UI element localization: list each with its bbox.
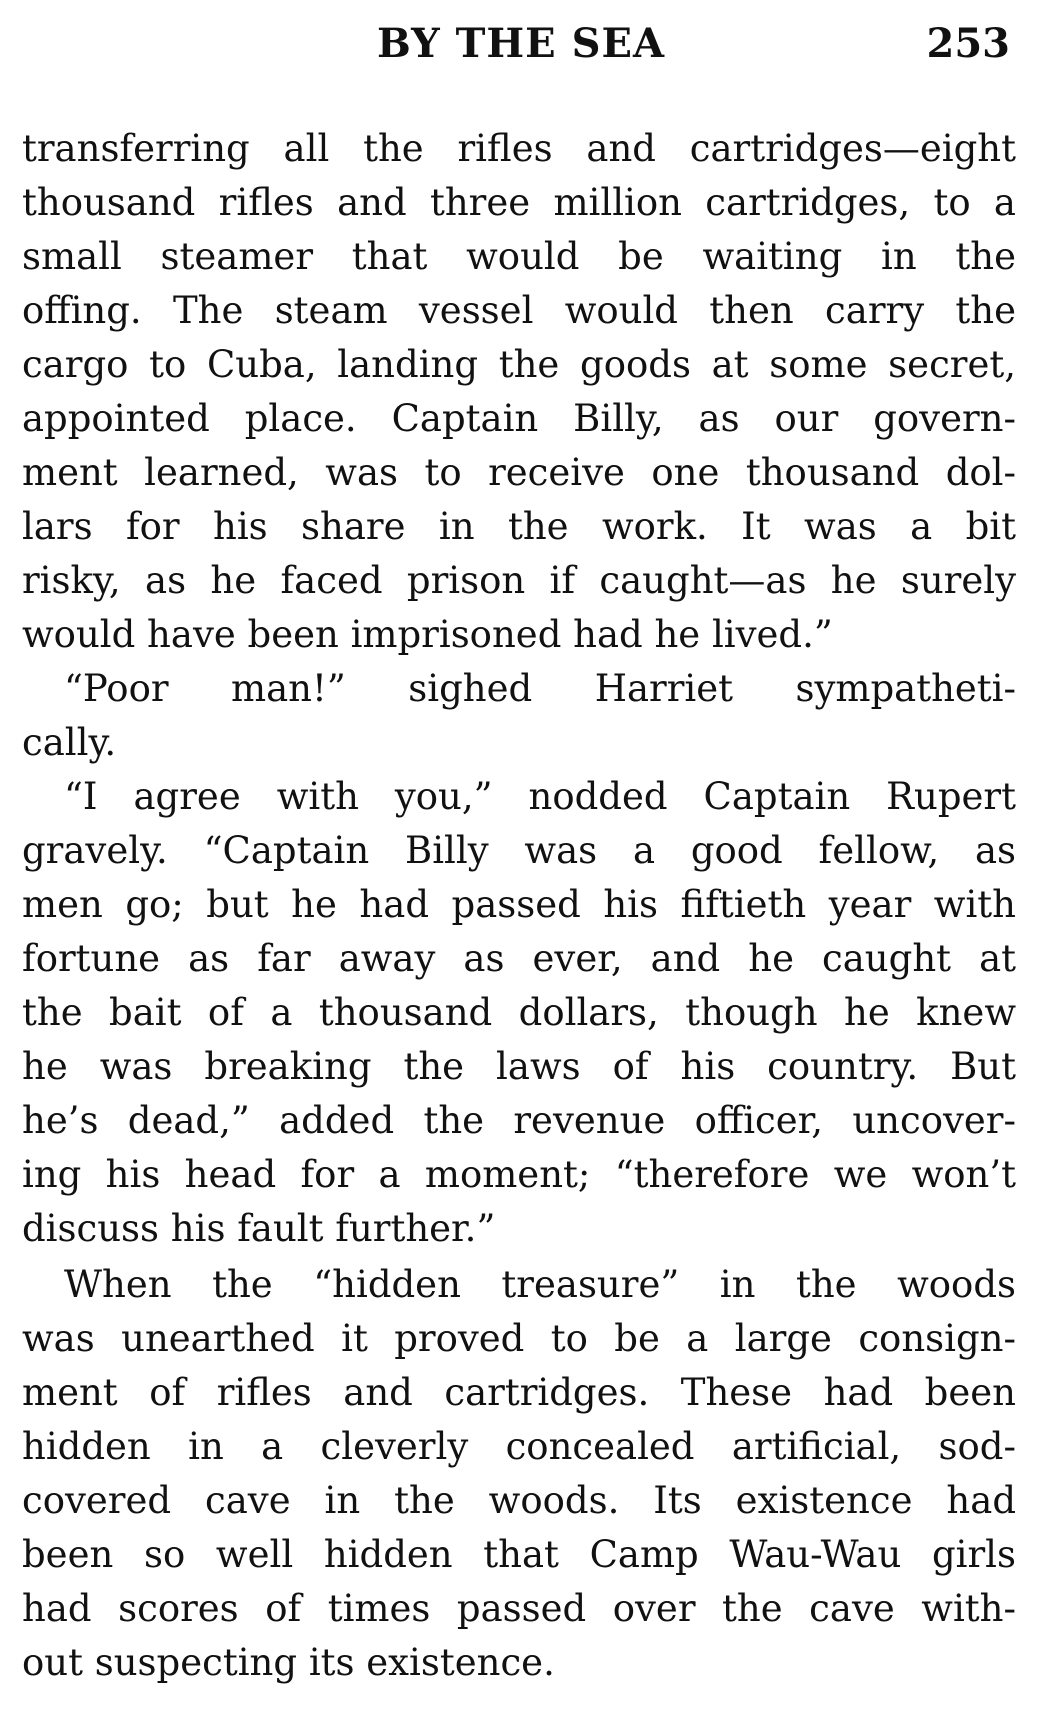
text-line: “Poor man!” sighed Harriet sympatheti- (64, 667, 1016, 710)
text-line: offing. The steam vessel would then carry the (22, 289, 1016, 332)
text-line: the bait of a thousand dollars, though he knew (22, 991, 1016, 1034)
text-line: cargo to Cuba, landing the goods at some secret, (22, 343, 1016, 386)
body-text (22, 122, 1016, 1690)
text-line: risky, as he faced prison if caught—as he surely (22, 559, 1016, 602)
text-line: had scores of times passed over the cave with- (22, 1587, 1016, 1630)
page-number: 253 (926, 20, 1010, 67)
running-title: BY THE SEA (377, 20, 665, 67)
text-line: appointed place. Captain Billy, as our govern- (22, 397, 1016, 440)
text-line: out suspecting its existence. (22, 1641, 555, 1684)
text-line: covered cave in the woods. Its existence had (22, 1479, 1016, 1522)
text-line: hidden in a cleverly concealed artificial, sod- (22, 1425, 1016, 1468)
text-line: was unearthed it proved to be a large consign- (22, 1317, 1016, 1360)
text-line: he was breaking the laws of his country. But (22, 1045, 1016, 1088)
text-line: fortune as far away as ever, and he caught at (22, 937, 1016, 980)
text-line: thousand rifles and three million cartridges, to a (22, 181, 1016, 224)
text-line: would have been imprisoned had he lived.” (22, 613, 833, 656)
text-line: small steamer that would be waiting in the (22, 235, 1016, 278)
text-line: ment of rifles and cartridges. These had been (22, 1371, 1016, 1414)
text-line: he’s dead,” added the revenue officer, uncover- (22, 1099, 1016, 1142)
text-line: cally. (22, 721, 117, 764)
text-line: gravely. “Captain Billy was a good fellow, as (22, 829, 1016, 872)
running-head (0, 14, 1042, 78)
text-line: been so well hidden that Camp Wau-Wau girls (22, 1533, 1016, 1576)
text-line: “I agree with you,” nodded Captain Rupert (64, 775, 1016, 818)
text-line: discuss his fault further.” (22, 1207, 496, 1250)
text-line: ing his head for a moment; “therefore we won’t (22, 1153, 1016, 1196)
text-line: transferring all the rifles and cartridges—eight (22, 127, 1016, 170)
text-line: When the “hidden treasure” in the woods (64, 1263, 1016, 1306)
text-line: men go; but he had passed his fiftieth year with (22, 883, 1016, 926)
text-line: lars for his share in the work. It was a bit (22, 505, 1016, 548)
text-line: ment learned, was to receive one thousand dol- (22, 451, 1016, 494)
